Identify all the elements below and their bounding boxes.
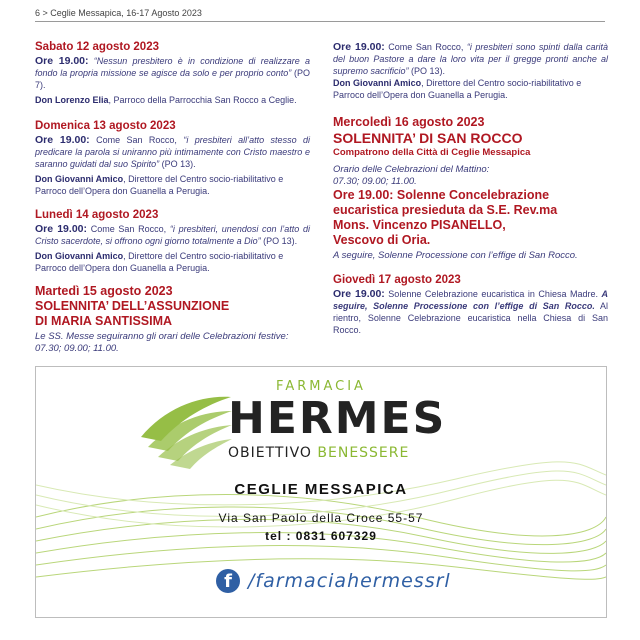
facebook-handle: /farmaciahermessrl	[248, 570, 451, 592]
day-text: Ore 19.00: Come San Rocco, “i presbiteri sono spinti dalla carità del buon Pastore a dare la loro vita per il gregge pronti anche al supremo sacrificio” (PO 13).	[333, 41, 608, 76]
ad-city: CEGLIE MESSAPICA	[234, 481, 408, 498]
day-title: Lunedì 14 agosto 2023	[35, 209, 159, 221]
day-title: Giovedì 17 agosto 2023	[333, 274, 461, 286]
day-text: Ore 19.00: “Nessun presbitero è in condizione di realizzare a fondo la propria missione se agisce da solo e per proprio conto” (PO 7).	[35, 55, 310, 90]
morning-schedule-label: Orario delle Celebrazioni del Mattino:	[333, 164, 490, 175]
mass-note: Le SS. Messe seguiranno gli orari delle Celebrazioni festive: 07.30; 09.00; 11.00.	[35, 331, 289, 354]
day-monday	[35, 209, 310, 274]
day-text: Ore 19.00: Solenne Celebrazione eucaristica in Chiesa Madre. A seguire, Solenne Processione con l’effige di San Rocco. Al rientro, Solenne Celebrazione eucaristica nella Chiesa di San Rocco.	[333, 288, 609, 335]
procession-note: A seguire, Solenne Processione con l’effige di San Rocco.	[333, 250, 578, 261]
header-text: 6 > Ceglie Messapica, 16-17 Agosto 2023	[35, 8, 202, 18]
day-wednesday	[333, 115, 608, 262]
day-title: Sabato 12 agosto 2023	[35, 41, 159, 53]
feast-line-1: SOLENNITA’ DELL’ASSUNZIONE	[35, 299, 230, 313]
sunday-continued	[333, 41, 608, 101]
day-sunday	[35, 120, 310, 197]
feast-subtitle: Compatrono della Città di Ceglie Messapica	[333, 147, 531, 158]
day-title: Martedì 15 agosto 2023	[35, 284, 173, 298]
day-saturday	[35, 41, 310, 106]
morning-times: 07.30; 09.00; 11.00.	[333, 176, 417, 187]
facebook-icon: f	[216, 569, 240, 593]
ad-brand-name: HERMES	[228, 393, 447, 444]
ad-phone: tel : 0831 607329	[265, 529, 377, 543]
feast-line-2: DI MARIA SANTISSIMA	[35, 314, 173, 328]
ad-farmacia-label: FARMACIA	[276, 379, 366, 394]
celebration-line: Vescovo di Oria.	[333, 233, 431, 247]
page-header	[35, 8, 605, 22]
right-column	[333, 41, 608, 346]
day-tuesday	[35, 284, 310, 355]
celebration-line: eucaristica presieduta da S.E. Rev.ma	[333, 203, 558, 217]
day-title: Mercoledì 16 agosto 2023	[333, 115, 485, 129]
celebrant: Don Giovanni Amico, Direttore del Centro socio-riabilitativo e Parroco dell’Opera don Guanella a Perugia.	[35, 174, 284, 196]
ad-tagline: OBIETTIVO BENESSERE	[228, 445, 410, 461]
pharmacy-ad	[35, 366, 607, 618]
ad-facebook	[216, 569, 451, 593]
feast-title: SOLENNITA’ DI SAN ROCCO	[333, 130, 523, 146]
day-text: Ore 19.00: Come San Rocco, “i presbiteri all’atto stesso di predicare la parola si uniranno più intimamente con Cristo maestro e saranno guidati dal suo Spirito” (PO 13).	[35, 134, 310, 169]
day-text: Ore 19.00: Come San Rocco, “i presbiteri, unendosi con l’atto di Cristo sacerdote, si offrono ogni giorno totalmente a Dio” (PO 13).	[35, 223, 310, 246]
celebrant: Don Giovanni Amico, Direttore del Centro socio-riabilitativo e Parroco dell’Opera don Guanella a Perugia.	[333, 78, 582, 100]
celebration-line: Ore 19.00: Solenne Concelebrazione	[333, 188, 550, 202]
day-title: Domenica 13 agosto 2023	[35, 120, 176, 132]
ad-address: Via San Paolo della Croce 55-57	[218, 511, 424, 525]
celebrant: Don Lorenzo Elia, Parroco della Parrocchia San Rocco a Ceglie.	[35, 95, 297, 105]
celebration-line: Mons. Vincenzo PISANELLO,	[333, 218, 506, 232]
celebrant: Don Giovanni Amico, Direttore del Centro socio-riabilitativo e Parroco dell’Opera don Guanella a Perugia.	[35, 251, 284, 273]
left-column	[35, 41, 310, 365]
day-thursday	[333, 274, 608, 336]
